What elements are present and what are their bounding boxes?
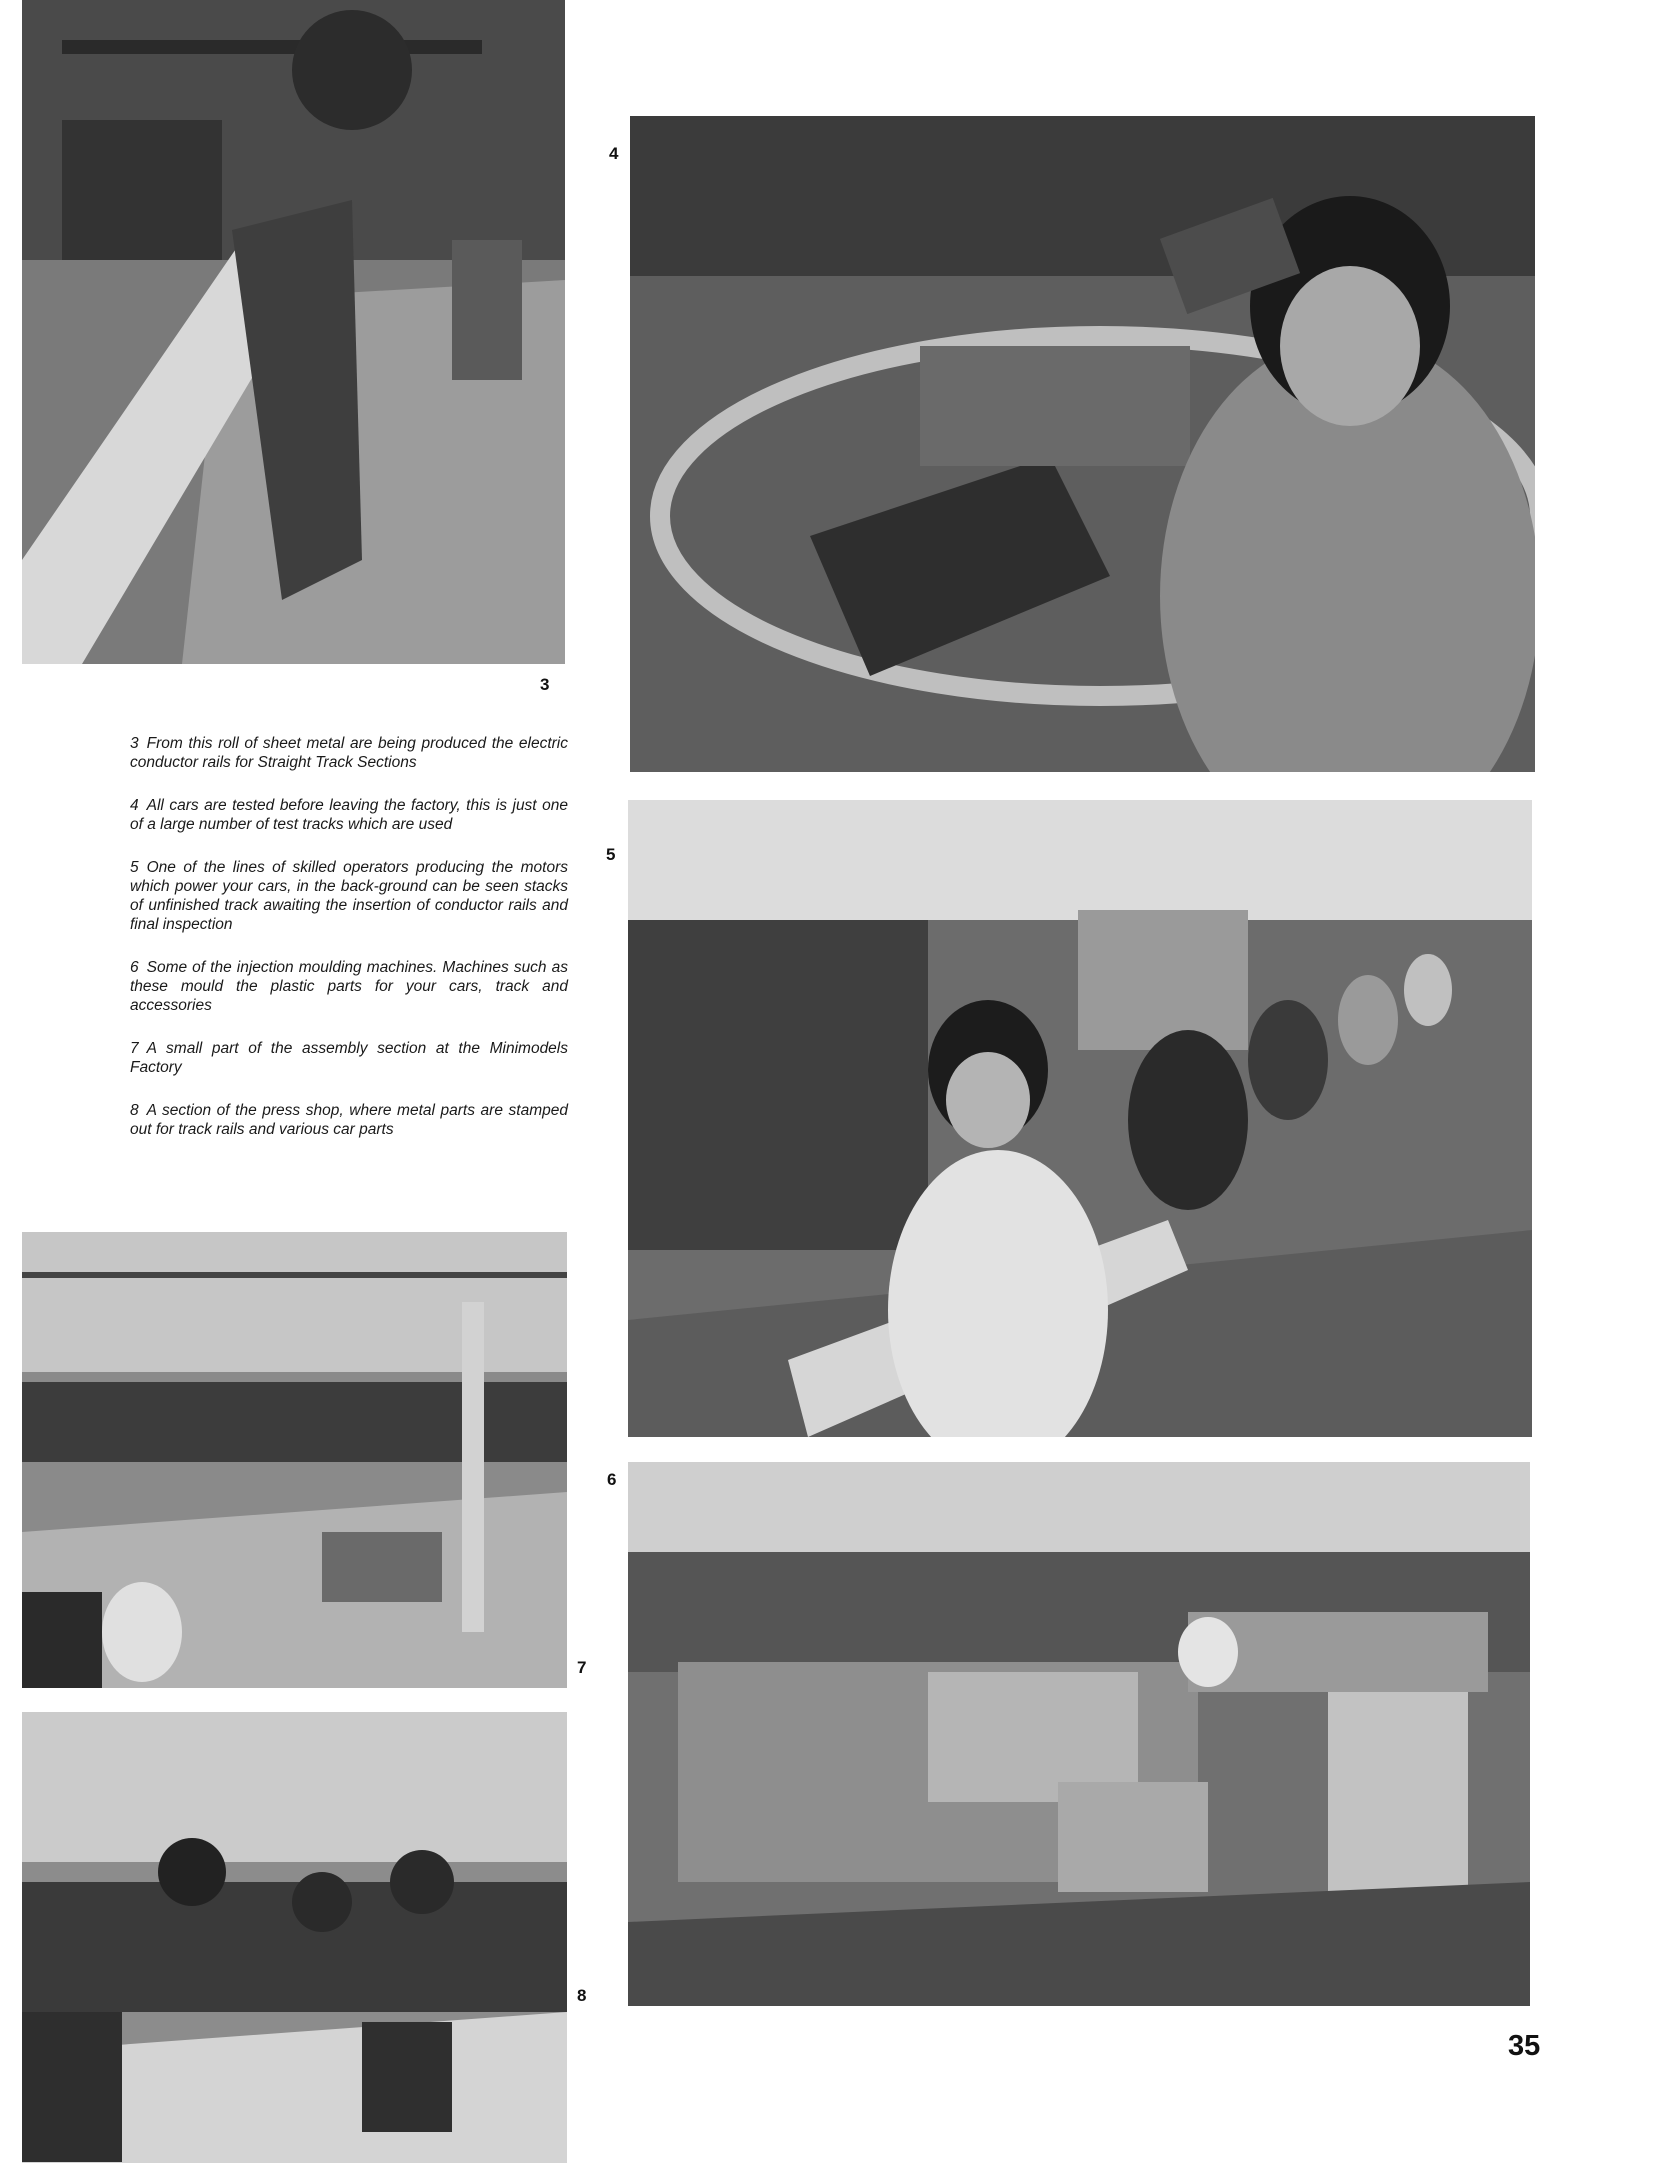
caption-6-number: 6	[130, 959, 139, 976]
photo-3-image	[22, 0, 565, 664]
photo-6	[628, 1462, 1530, 2006]
photo-7-number: 7	[577, 1658, 587, 1677]
caption-7-number: 7	[130, 1040, 139, 1057]
caption-8-number: 8	[130, 1102, 139, 1119]
photo-5	[628, 800, 1532, 1437]
caption-8-text: A section of the press shop, where metal parts are stamped out for track rails and various car parts	[130, 1102, 568, 1138]
caption-3-text: From this roll of sheet metal are being produced the electric conductor rails for Straight Track Sections	[130, 735, 568, 771]
photo-3-number: 3	[540, 675, 550, 694]
caption-5	[130, 858, 568, 934]
captions-block	[130, 734, 568, 1163]
page-number: 35	[1508, 2030, 1541, 2062]
caption-4-number: 4	[130, 797, 139, 814]
caption-4	[130, 796, 568, 834]
photo-7	[22, 1232, 567, 1688]
photo-8-image	[22, 1712, 567, 2163]
caption-3	[130, 734, 568, 772]
photo-6-number: 6	[607, 1470, 617, 1489]
photo-6-image	[628, 1462, 1530, 2006]
caption-6	[130, 958, 568, 1015]
caption-3-number: 3	[130, 735, 139, 752]
caption-4-text: All cars are tested before leaving the factory, this is just one of a large number of test tracks which are used	[130, 797, 568, 833]
caption-8	[130, 1101, 568, 1139]
photo-7-image	[22, 1232, 567, 1688]
photo-4	[630, 116, 1535, 772]
photo-3	[22, 0, 565, 664]
photo-4-image	[630, 116, 1535, 772]
caption-7	[130, 1039, 568, 1077]
caption-7-text: A small part of the assembly section at the Minimodels Factory	[130, 1040, 568, 1076]
photo-8	[22, 1712, 567, 2163]
photo-4-number: 4	[609, 144, 619, 163]
photo-5-number: 5	[606, 845, 616, 864]
caption-5-text: One of the lines of skilled operators producing the motors which power your cars, in the back-ground can be seen stacks of unfinished track awaiting the insertion of conductor rails and final inspection	[130, 859, 568, 933]
photo-8-number: 8	[577, 1986, 587, 2005]
caption-5-number: 5	[130, 859, 139, 876]
photo-5-image	[628, 800, 1532, 1437]
caption-6-text: Some of the injection moulding machines. Machines such as these mould the plastic parts for your cars, track and accessories	[130, 959, 568, 1014]
